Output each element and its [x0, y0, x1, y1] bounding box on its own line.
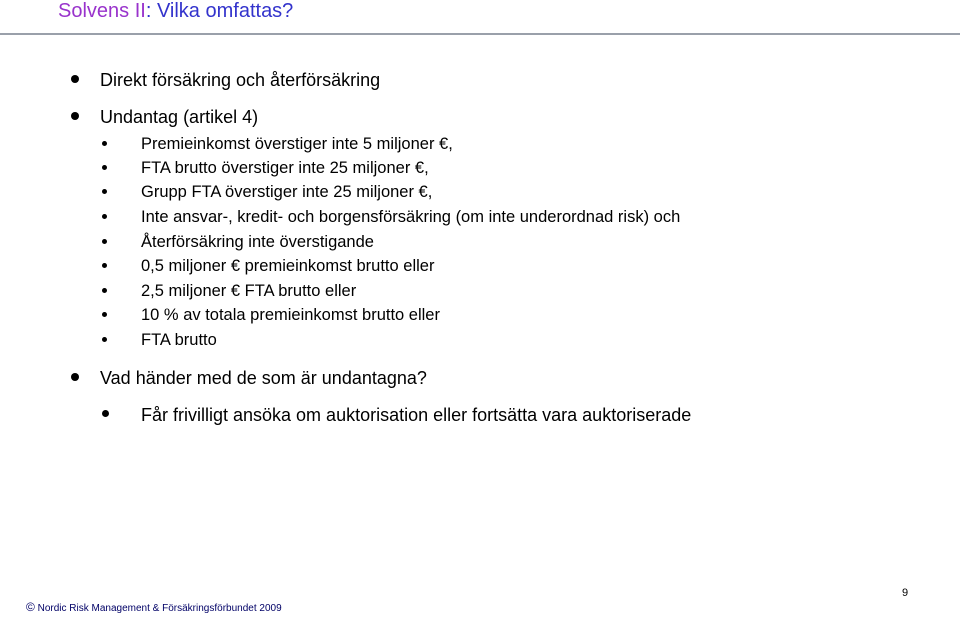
bullet-text: Vad händer med de som är undantagna?: [100, 368, 427, 388]
sub-bullet-text: Grupp FTA överstiger inte 25 miljoner €,: [141, 183, 433, 201]
bullet-dot-icon: [102, 239, 107, 244]
bullet-dot-icon: [102, 263, 107, 268]
bullet-dot-icon: [102, 410, 109, 417]
slide-title-rest: : Vilka omfattas?: [145, 0, 294, 22]
sub-bullet-text: Återförsäkring inte överstigande: [141, 233, 374, 251]
bullet-dot-icon: [102, 189, 107, 194]
bullet-exempted-question: [100, 367, 427, 389]
bullet-dot-icon: [102, 312, 107, 317]
bullet-dot-icon: [102, 141, 107, 146]
bullet-direct-insurance: [100, 69, 380, 91]
sub-bullet: [141, 256, 434, 276]
bullet-dot-icon: [71, 75, 79, 83]
bullet-dot-icon: [102, 165, 107, 170]
sub-bullet-text: FTA brutto överstiger inte 25 miljoner €,: [141, 159, 429, 177]
sub-bullet: [141, 207, 680, 227]
bullet-dot-icon: [71, 112, 79, 120]
slide-title: [58, 0, 293, 24]
sub-bullet: [141, 158, 429, 178]
sub-bullet: [141, 330, 217, 350]
bullet-dot-icon: [102, 288, 107, 293]
sub-bullet-text: 0,5 miljoner € premieinkomst brutto eller: [141, 257, 435, 275]
sub-bullet-text: FTA brutto: [141, 331, 217, 349]
sub-bullet-text: 10 % av totala premieinkomst brutto eller: [141, 306, 440, 324]
slide-title-prefix: Solvens II: [58, 0, 146, 22]
sub-bullet-text: 2,5 miljoner € FTA brutto eller: [141, 282, 357, 300]
sub-bullet: [141, 404, 691, 426]
copyright-icon: ©: [26, 600, 35, 614]
sub-bullet: [141, 281, 356, 301]
page-number: 9: [902, 587, 909, 599]
title-divider: [0, 33, 960, 35]
bullet-text: Undantag (artikel 4): [100, 107, 259, 127]
sub-bullet-text: Premieinkomst överstiger inte 5 miljoner €,: [141, 135, 453, 153]
bullet-exemptions: [100, 106, 258, 128]
sub-bullet: [141, 182, 432, 202]
footer-text: Nordic Risk Management & Försäkringsförbundet 2009: [37, 603, 282, 614]
sub-bullet-text: Får frivilligt ansöka om auktorisation eller fortsätta vara auktoriserade: [141, 405, 692, 425]
footer-copyright: [26, 600, 282, 616]
sub-bullet-text: Inte ansvar-, kredit- och borgensförsäkring (om inte underordnad risk) och: [141, 208, 681, 226]
bullet-dot-icon: [102, 214, 107, 219]
bullet-dot-icon: [71, 373, 79, 381]
bullet-text: Direkt försäkring och återförsäkring: [100, 70, 381, 90]
sub-bullet: [141, 305, 440, 325]
sub-bullet: [141, 134, 453, 154]
sub-bullet: [141, 232, 374, 252]
bullet-dot-icon: [102, 337, 107, 342]
